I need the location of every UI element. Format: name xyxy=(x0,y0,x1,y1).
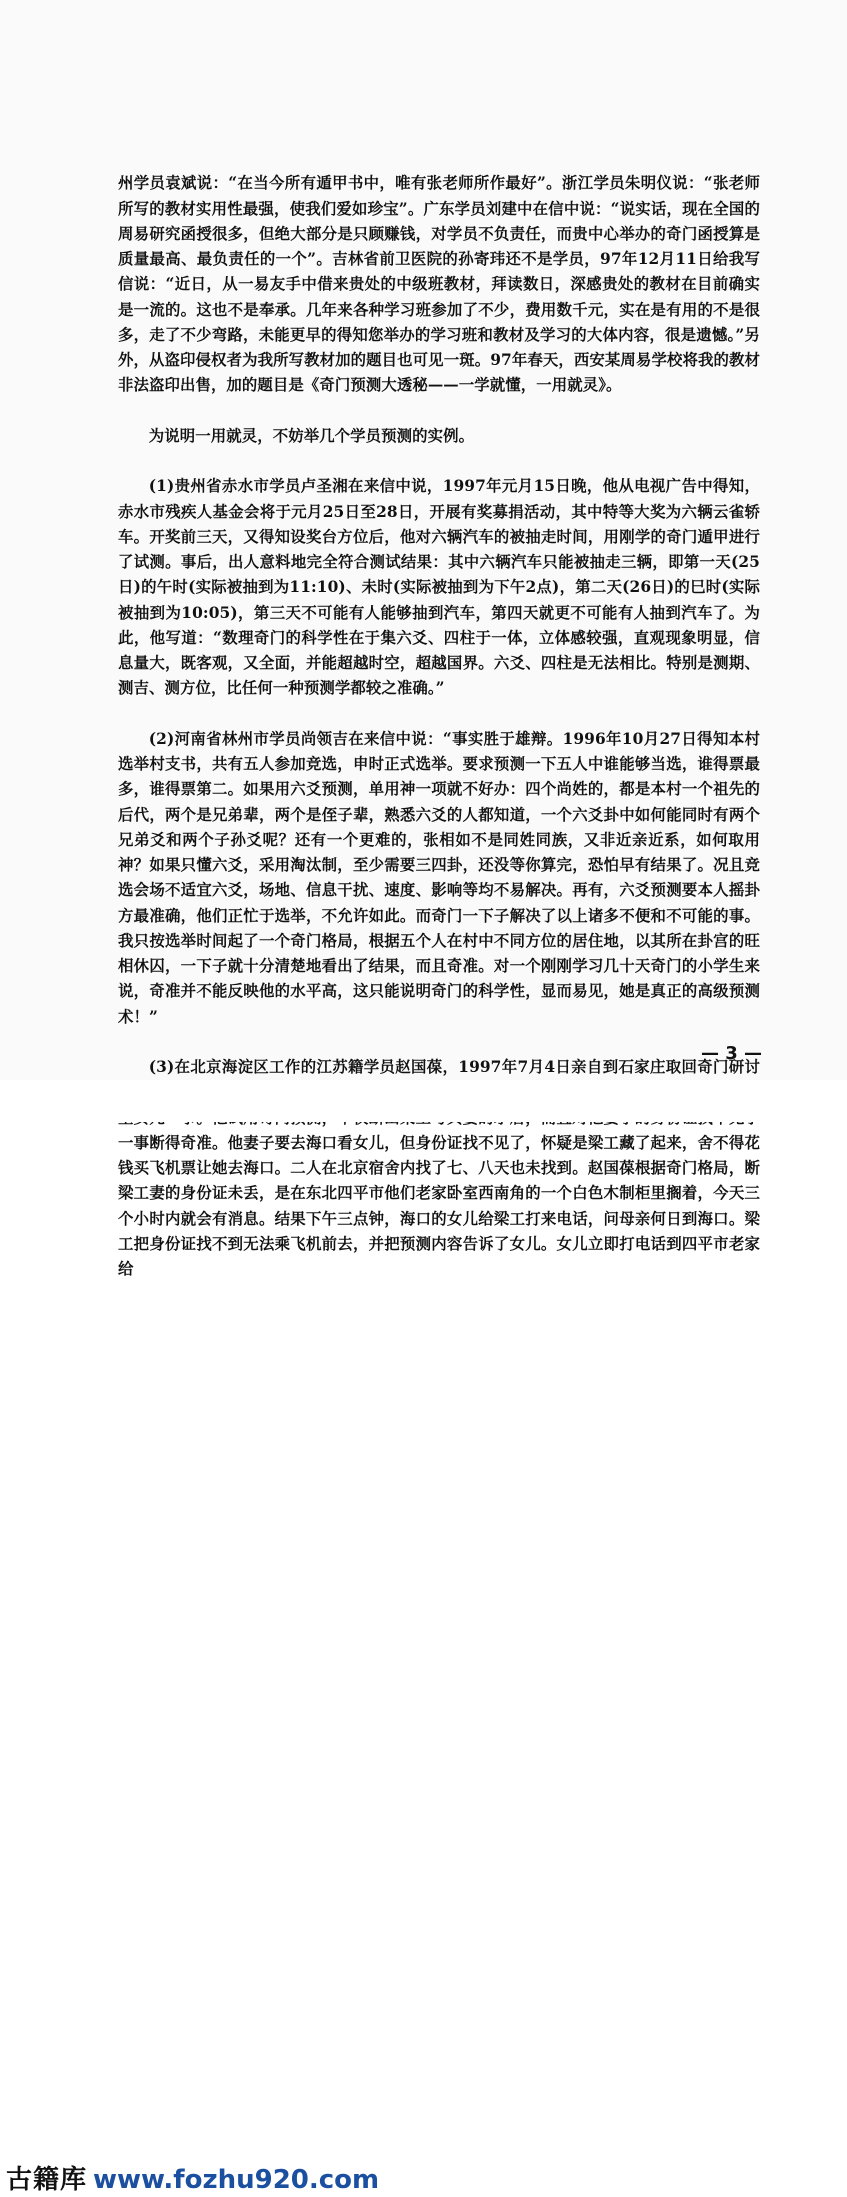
paragraph-4: (2)河南省林州市学员尚领吉在来信中说：“事实胜于雄辩。1996年10月27日得知本村选举村支书，共有五人参加竞选，申时正式选举。要求预测一下五人中谁能够当选，谁得票最多，谁得票第二。如果用六爻预测，单用神一项就不好办：四个尚姓的，都是本村一个祖先的后代，两个是兄弟辈，两个是侄子辈，熟悉六爻的人都知道，一个六爻卦中如何能同时有两个兄弟爻和两个子孙爻呢？还有一个更难的，张相如不是同姓同族，又非近亲近系，如何取用神？如果只懂六爻，采用淘汰制，至少需要三四卦，还没等你算完，恐怕早有结果了。况且竞选会场不适宜六爻，场地、信息干扰、速度、影响等均不易解决。再有，六爻预测要本人摇卦方最准确，他们正忙于选举，不允许如此。而奇门一下子解决了以上诸多不便和不可能的事。我只按选举时间起了一个奇门格局，根据五个人在村中不同方位的居住地，以其所在卦宫的旺相休囚，一下子就十分清楚地看出了结果，而且奇准。对一个刚刚学习几十天奇门的小学生来说，奇准并不能反映他的水平高，这只能说明奇门的科学性，显而易见，她是真正的高级预测术！” xyxy=(118,729,760,1026)
watermark xyxy=(6,2163,379,2197)
watermark-site-name: 古籍库 xyxy=(6,2165,88,2195)
paragraph-1: 州学员袁斌说：“在当今所有遁甲书中，唯有张老师所作最好”。浙江学员朱明仪说：“张老师所写的教材实用性最强，使我们爱如珍宝”。广东学员刘建中在信中说：“说实话，现在全国的周易研究函授很多，但绝大部分是只顾赚钱，对学员不负责任，而贵中心举办的奇门函授算是质量最高、最负责任的一个”。吉林省前卫医院的孙寄玮还不是学员，97年12月11日给我写信说：“近日，从一易友手中借来贵处的中级班教材，拜读数日，深感贵处的教材在目前确实是一流的。这也不是奉承。几年来各种学习班参加了不少，费用数千元，实在是有用的不是很多，走了不少弯路，未能更早的得知您举办的学习班和教材及学习的大体内容，很是遗憾。”另外，从盗印侵权者为我所写教材加的题目也可见一斑。97年春天，西安某周易学校将我的教材非法盗印出售，加的题目是《奇门预测大透秘——一学就懂，一用就灵》。 xyxy=(118,174,760,395)
page-number: — 3 — xyxy=(700,1043,762,1064)
paragraph-2: 为说明一用就灵，不妨举几个学员预测的实例。 xyxy=(148,426,475,445)
paragraph-3: (1)贵州省赤水市学员卢圣湘在来信中说，1997年元月15日晚，他从电视广告中得知，赤水市残疾人基金会将于元月25日至28日，开展有奖募捐活动，其中特等大奖为六辆云雀轿车。开奖前三天，又得知设奖台方位后，他对六辆汽车的被抽走时间，用刚学的奇门遁甲进行了试测。事后，出人意料地完全符合测试结果：其中六辆汽车只能被抽走三辆，即第一天(25日)的午时(实际被抽到为11:10)、未时(实际被抽到为下午2点)，第二天(26日)的巳时(实际被抽到为10:05)，第三天不可能有人能够抽到汽车，第四天就更不可能有人抽到汽车了。为此，他写道：“数理奇门的科学性在于集六爻、四柱于一体，立体感较强，直观现象明显，信息量大，既客观，又全面，并能超越时空，超越国界。六爻、四柱是无法相比。特别是测期、测吉、测方位，比任何一种预测学都较之准确。” xyxy=(118,477,760,698)
body-text xyxy=(118,146,760,1308)
paragraph-5: (3)在北京海淀区工作的江苏籍学员赵国葆，1997年7月4日亲自到石家庄取回奇门研讨 一事断得奇准。他妻子要去海口看女儿，但身份证找不见了，怀疑是梁工藏了起来，舍不得花钱买飞机票让她去海口。二人在北京宿舍内找了七、八天也未找到。赵国葆根据奇门格局，断梁工妻的身份证未丢，是在东北四平市他们老家卧室西南角的一个白色木制柜里搁着，今天三个小时内就会有消息。结果下午三点钟，海口的女儿给梁工打来电话，问母亲何日到海口。梁工把身份证找不到无法乘飞机前去，并把预测内容告诉了女儿。女儿立即打电话到四平市老家给 xyxy=(118,1058,760,1278)
watermark-url[interactable]: www.fozhu920.com xyxy=(93,2165,380,2195)
